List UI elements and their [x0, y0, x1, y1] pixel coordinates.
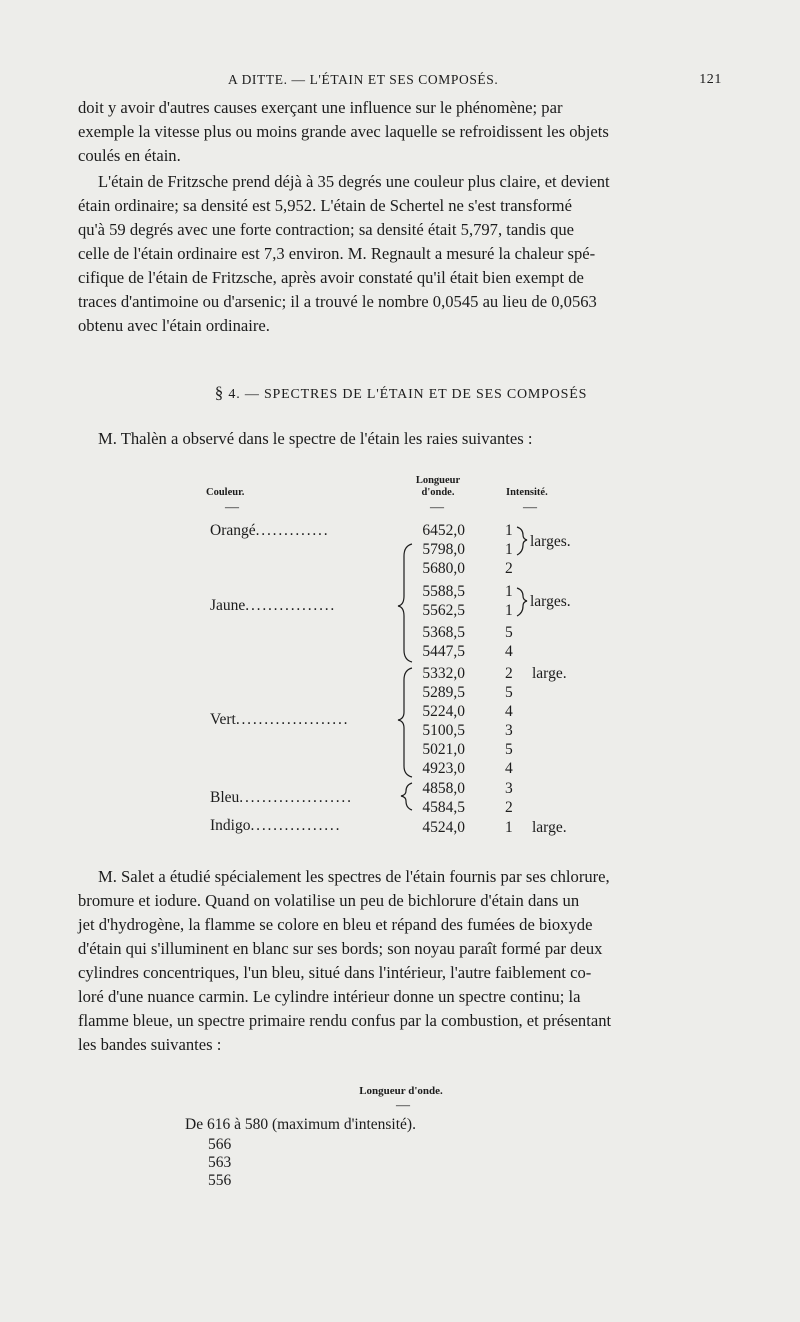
wavelength-cell: 5224,0 — [422, 703, 465, 720]
text-line: étain ordinaire; sa densité est 5,952. L'étain de Schertel ne s'est transformé — [78, 196, 572, 215]
color-label-orange: Orangé............. — [210, 522, 330, 539]
text-line: obtenu avec l'étain ordinaire. — [78, 316, 270, 335]
intensity-cell: 4 — [505, 643, 513, 660]
intensity-cell: 2 — [505, 799, 513, 816]
intensity-cell: 1 — [505, 583, 513, 600]
wavelength-cell: 5798,0 — [422, 541, 465, 558]
document-page: A DITTE. — L'ÉTAIN ET SES COMPOSÉS. 121 doit y avoir d'autres causes exerçant une influence sur le phénomène; par exemple la vitesse plus ou moins grande avec laquelle se refroidissent les objets coulés en étain. L'étain de Fritzsche prend déjà à 35 degrés une couleur plus claire, et devient étain ordinaire; sa densité est 5,952. L'étain de Schertel ne s'est transformé qu'à 59 degrés avec une forte contraction; sa densité était 5,797, tandis que celle de l'étain ordinaire est 7,3 environ. M. Regnault a mesuré la chaleur spé- cifique de l'étain de Fritzsche, après avoir constaté qu'il était bien exempt de traces d'antimoine ou d'arsenic; il a trouvé le nombre 0,0545 au lieu de 0,0563 obtenu avec l'étain ordinaire. § 4. — SPECTRES DE L'ÉTAIN ET DE SES COMPOSÉS M. Thalèn a observé dans le spectre de l'étain les raies suivantes : Couleur. Longueur d'onde. Intensité. — — — Orangé............. Jaune................ Vert.................... Bleu.................... Indigo................ 6452,0 1 5798,0 1 5680,0 2 5588,5 1 5562,5 1 5368,5 5 5447,5 4 5332,0 2 large. 5289,5 5 5224,0 4 5100,5 3 5021,0 5 4923,0 4 4858,0 3 4584,5 2 4524,0 1 large. larges. larges. M. Salet a étudié spécialement les spectres de l'étain fournis par ses chlorure, bromure et iodure. Quand on volatilise un peu de bichlorure d'étain dans un jet d'hydrogène, la flamme se colore en bleu et répand des fumées de bioxyde d'étain qui s'illuminent en blanc sur ses bords; son noyau paraît formé par deux cylindres concentriques, l'un bleu, situé dans l'intérieur, l'autre faiblement co- loré d'une nuance carmin. Le cylindre intérieur donne un spectre continu; la flamme bleue, un spectre primaire rendu confus par la combustion, et présentant les bandes suivantes : Longueur d'onde. — De 616 à 580 (maximum d'intensité). 566 563 556 — [0, 0, 800, 1322]
header-dash: — — [430, 500, 444, 515]
group-note-second: larges. — [530, 593, 571, 610]
text-line: les bandes suivantes : — [78, 1035, 222, 1054]
intensity-cell: 1 — [505, 541, 513, 558]
brace-green — [398, 668, 412, 777]
intensity-cell: 5 — [505, 684, 513, 701]
wavelength-cell: 6452,0 — [422, 522, 465, 539]
text-line: traces d'antimoine ou d'arsenic; il a trouvé le nombre 0,0545 au lieu de 0,0563 — [78, 292, 597, 311]
text-line: qu'à 59 degrés avec une forte contraction; sa densité était 5,797, tandis que — [78, 220, 575, 239]
wavelength-cell: 4524,0 — [422, 819, 465, 836]
color-label-green: Vert.................... — [210, 711, 350, 728]
text-line: loré d'une nuance carmin. Le cylindre intérieur donne un spectre continu; la — [78, 987, 581, 1006]
wavelength-cell: 4923,0 — [422, 760, 465, 777]
column-header-color: Couleur. — [206, 487, 245, 498]
wavelength-cell: 5289,5 — [422, 684, 465, 701]
text-line: L'étain de Fritzsche prend déjà à 35 degrés une couleur plus claire, et devient — [98, 172, 610, 191]
bands-header-dash: — — [396, 1098, 410, 1113]
text-line: cylindres concentriques, l'un bleu, situé dans l'intérieur, l'autre faiblement co- — [78, 963, 592, 982]
intensity-cell: 2 — [505, 665, 513, 682]
wavelength-cell: 5562,5 — [422, 602, 465, 619]
intensity-cell: 4 — [505, 703, 513, 720]
wavelength-cell: 5368,5 — [422, 624, 465, 641]
wavelength-cell: 5332,0 — [422, 665, 465, 682]
text-line: jet d'hydrogène, la flamme se colore en bleu et répand des fumées de bioxyde — [78, 915, 593, 934]
intensity-cell: 4 — [505, 760, 513, 777]
column-header-wavelength: Longueur d'onde. — [415, 475, 461, 498]
intensity-cell: 1 — [505, 522, 513, 539]
header-dash: — — [523, 500, 537, 515]
section-number: 4. — [228, 387, 241, 402]
wavelength-cell: 5447,5 — [422, 643, 465, 660]
page-number: 121 — [699, 72, 722, 87]
color-label-blue: Bleu.................... — [210, 789, 353, 806]
intensity-cell: 1 — [505, 819, 513, 836]
wavelength-cell: 5588,5 — [422, 583, 465, 600]
note-cell: large. — [532, 819, 567, 836]
wavelength-cell: 5021,0 — [422, 741, 465, 758]
text-line: doit y avoir d'autres causes exerçant une influence sur le phénomène; par — [78, 98, 563, 117]
note-cell: large. — [532, 665, 567, 682]
brace-intensity-1 — [517, 527, 527, 555]
intensity-cell: 2 — [505, 560, 513, 577]
section-title: SPECTRES DE L'ÉTAIN ET DE SES COMPOSÉS — [263, 387, 588, 402]
text-line: exemple la vitesse plus ou moins grande avec laquelle se refroidissent les objets — [78, 122, 609, 141]
intensity-cell: 5 — [505, 741, 513, 758]
wavelength-cell: 5680,0 — [422, 560, 465, 577]
intensity-cell: 3 — [505, 722, 513, 739]
running-title: A DITTE. — L'ÉTAIN ET SES COMPOSÉS. — [228, 72, 499, 87]
column-header-intensity: Intensité. — [506, 487, 548, 498]
brace-blue — [401, 783, 412, 810]
brace-yellow — [398, 544, 412, 662]
intensity-cell: 3 — [505, 780, 513, 797]
brace-intensity-2 — [517, 588, 527, 616]
wavelength-cell: 4584,5 — [422, 799, 465, 816]
intensity-cell: 5 — [505, 624, 513, 641]
section-sign: § — [214, 383, 225, 402]
color-label-indigo: Indigo................ — [210, 817, 342, 834]
group-note-first: larges. — [530, 533, 571, 550]
text-line: flamme bleue, un spectre primaire rendu confus par la combustion, et présentant — [78, 1011, 612, 1030]
text-line: d'étain qui s'illuminent en blanc sur ses bords; son noyau paraît formé par deux — [78, 939, 603, 958]
wavelength-cell: 4858,0 — [422, 780, 465, 797]
text-line: coulés en étain. — [78, 146, 181, 165]
paragraph-4 — [78, 865, 724, 1057]
text-line: cifique de l'étain de Fritzsche, après avoir constaté qu'il était bien exempt de — [78, 268, 584, 287]
wavelength-cell: 5100,5 — [422, 722, 465, 739]
text-line: M. Salet a étudié spécialement les spectres de l'étain fournis par ses chlorure, — [98, 867, 610, 886]
text-line: bromure et iodure. Quand on volatilise un peu de bichlorure d'étain dans un — [78, 891, 580, 910]
section-dash: — — [244, 387, 260, 402]
text-line: M. Thalèn a observé dans le spectre de l'étain les raies suivantes : — [98, 429, 533, 448]
color-label-yellow: Jaune................ — [210, 597, 337, 614]
header-dash: — — [225, 500, 239, 515]
bands-header: Longueur d'onde. — [359, 1085, 443, 1097]
text-line: celle de l'étain ordinaire est 7,3 environ. M. Regnault a mesuré la chaleur spé- — [78, 244, 596, 263]
intensity-cell: 1 — [505, 602, 513, 619]
